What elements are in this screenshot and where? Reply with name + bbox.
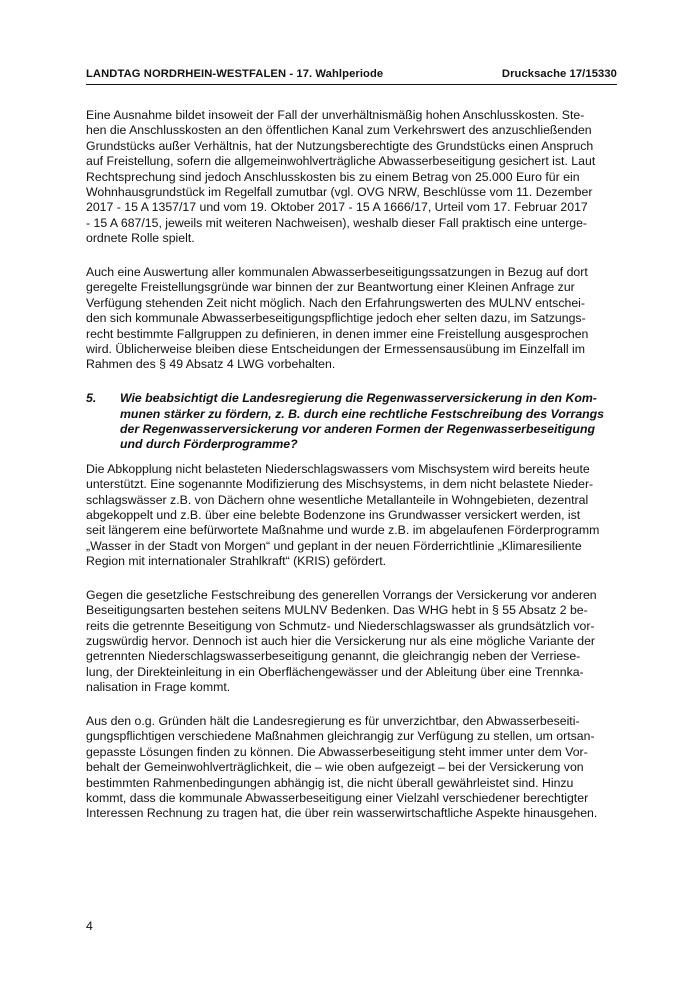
answer-paragraph-festschreibung: Gegen die gesetzliche Festschreibung des generellen Vorrangs der Versickerung vor anderen Beseitigungsarten bestehen seitens MULNV Bedenken. Das WHG hebt in § 55 Absatz 2 be- reits die getrennte Beseitigung von Schmutz- und Niederschlagswasser als grundsätzlich vor- zugswürdig hervor. Dennoch ist auch hier die Versickerung nur als eine mögliche Variante der getrennten Niederschlagswasserbeseitigung genannt, die gleichrangig neben der Verriese- lung, der Direkteinleitung in ein Oberflächengewässer und der Ableitung über eine Trennka- nalisation in Frage kommt.	[86, 587, 597, 695]
document-number: Drucksache 17/15330	[501, 68, 617, 80]
document-body	[86, 108, 617, 840]
header-rule	[86, 84, 617, 85]
paragraph-satzungen: Auch eine Auswertung aller kommunalen Abwasserbeseitigungssatzungen in Bezug auf dort geregelte Freistellungsgründe war binnen der zur Beantwortung einer Kleinen Anfrage zur Verfügung stehenden Zeit nicht möglich. Nach den Erfahrungswerten des MULNV entschei- den sich kommunale Abwasserbeseitigungspflichtige jedoch eher selten dazu, im Satzungs- recht bestimmte Fallgruppen zu definieren, in denen immer eine Freistellung ausgesprochen wird. Üblicherweise bleiben diese Entscheidungen der Ermessensausübung im Einzelfall im Rahmen des § 49 Absatz 4 LWG vorbehalten.	[86, 264, 589, 372]
parliament-title: LANDTAG NORDRHEIN-WESTFALEN - 17. Wahlperiode	[86, 68, 384, 80]
page-header	[86, 68, 617, 80]
page-number: 4	[86, 919, 93, 933]
question-5	[86, 391, 617, 453]
question-number: 5.	[86, 391, 97, 406]
question-text: Wie beabsichtigt die Landesregierung die Regenwasserversickerung in den Kom- munen stärker zu fördern, z. B. durch eine rechtliche Festschreibung des Vorrangs der Regenwasserversickerung vor anderen Formen der Regenwasserbeseitigung und durch Förderprogramme?	[120, 391, 605, 452]
paragraph-anschlusskosten: Eine Ausnahme bildet insoweit der Fall der unverhältnismäßig hohen Anschlusskosten. Ste- hen die Anschlusskosten an den öffentlichen Kanal zum Verkehrswert des anzuschließenden Grundstücks außer Verhältnis, hat der Nutzungsberechtigte des Grundstücks einen Anspruch auf Freistellung, sofern die allgemeinwohlverträgliche Abwasserbeseitigung gesichert ist. Laut Rechtsprechung sind jedoch Anschlusskosten bis zu einem Betrag von 25.000 Euro für ein Wohnhausgrundstück im Regelfall zumutbar (vgl. OVG NRW, Beschlüsse vom 11. Dezember 2017 - 15 A 1357/17 und vom 19. Oktober 2017 - 15 A 1666/17, Urteil vom 17. Februar 2017 - 15 A 687/15, jeweils mit weiteren Nachweisen), weshalb dieser Fall praktisch eine unterge- ordnete Rolle spielt.	[86, 108, 596, 246]
answer-paragraph-abkopplung: Die Abkopplung nicht belasteten Niederschlagswassers vom Mischsystem wird bereits heute unterstützt. Eine sogenannte Modifizierung des Mischsystems, in dem nicht belastete Nieder- schlagswässer z.B. von Dächern ohne wesentliche Metallanteile in Wohngebieten, dezentral abgekoppelt und z.B. über eine belebte Bodenzone ins Grundwasser versickert werden, ist seit längerem eine befürwortete Maßnahme und wurde z.B. im abgelaufenen Förderprogramm „Wasser in der Stadt von Morgen“ und geplant in der neuen Förderrichtlinie „Klimaresiliente Region mit internationaler Strahlkraft“ (KRIS) gefördert.	[86, 461, 600, 569]
answer-paragraph-gruende: Aus den o.g. Gründen hält die Landesregierung es für unverzichtbar, den Abwasserbeseiti- gungspflichtigen verschiedene Maßnahmen gleichrangig zur Verfügung zu stellen, um ortsan- gepasste Lösungen finden zu können. Die Abwasserbeseitigung steht immer unter dem Vor- behalt der Gemeinwohlverträglichkeit, die – wie oben aufgezeigt – bei der Versickerung von bestimmten Rahmenbedingungen abhängig ist, die nicht überall gewährleistet sind. Hinzu kommt, dass die kommunale Abwasserbeseitigung einer Vielzahl verschiedener berechtigter Interessen Rechnung zu tragen hat, die über rein wasserwirtschaftliche Aspekte hinausgehen.	[86, 714, 598, 821]
